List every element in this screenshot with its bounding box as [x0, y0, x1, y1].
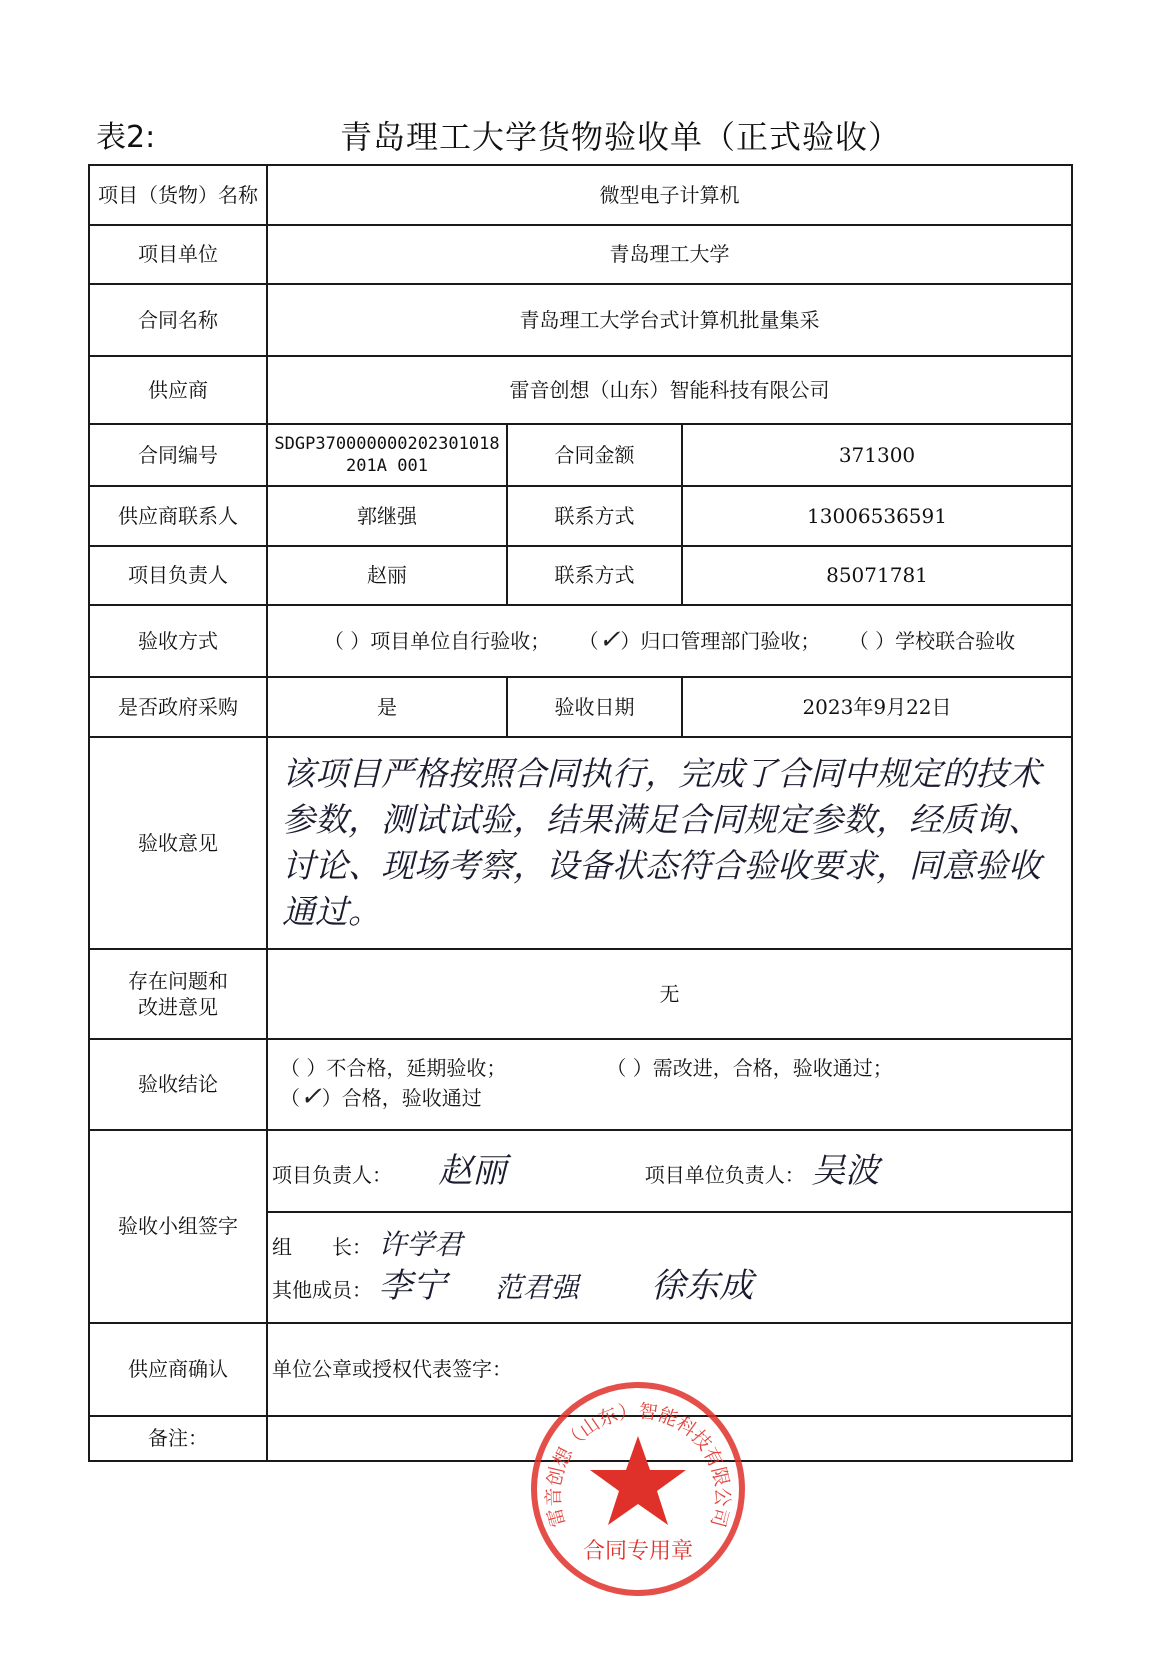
check-mark-icon: ✓: [300, 1081, 322, 1112]
row-contract-no: [89, 424, 1072, 486]
gov-purchase-label: 是否政府采购: [89, 677, 267, 737]
supplier-contact-value: 郭继强: [267, 486, 507, 546]
unit-lead-sig-label: 项目单位负责人：: [644, 1162, 805, 1187]
conclusion-label: 验收结论: [89, 1039, 267, 1130]
contract-amount-label: 合同金额: [507, 424, 682, 486]
member-signature-1: 李宁: [378, 1265, 447, 1306]
contract-no-line2: 201A 001: [346, 456, 428, 477]
member-signature-3: 徐东成: [651, 1265, 754, 1306]
project-unit-value: 青岛理工大学: [267, 225, 1072, 285]
signatures-label: 验收小组签字: [89, 1130, 267, 1323]
lead-signature: 赵丽: [438, 1150, 507, 1191]
project-name-label: 项目（货物）名称: [89, 165, 267, 225]
gov-purchase-value: 是: [267, 677, 507, 737]
contract-amount-value: 371300: [682, 424, 1072, 486]
issues-label: 存在问题和 改进意见: [89, 949, 267, 1040]
acceptance-date-label: 验收日期: [507, 677, 682, 737]
supplier-phone-label: 联系方式: [507, 486, 682, 546]
project-lead-value: 赵丽: [267, 546, 507, 606]
form-number: 表2:: [96, 120, 156, 155]
acceptance-date-value: 2023年9月22日: [682, 677, 1072, 737]
conclusion-options: [267, 1039, 1072, 1130]
project-lead-phone-label: 联系方式: [507, 546, 682, 606]
row-issues: [89, 949, 1072, 1040]
conclusion-option-improve: （ ）需改进，合格，验收通过；: [606, 1055, 893, 1080]
row-gov-purchase: [89, 677, 1072, 737]
supplier-value: 雷音创想（山东）智能科技有限公司: [267, 356, 1072, 424]
company-seal-stamp: [527, 1378, 749, 1600]
row-project-lead: [89, 546, 1072, 606]
conclusion-option-fail: （ ）不合格，延期验收；: [280, 1055, 507, 1080]
row-supplier: [89, 356, 1072, 424]
row-project-name: [89, 165, 1072, 225]
contract-no-line1: SDGP370000000202301018: [274, 433, 500, 454]
contract-no-value: [267, 424, 507, 486]
group-leader-label: 组 长：: [272, 1235, 372, 1260]
unit-lead-signature: 吴波: [811, 1150, 880, 1191]
row-conclusion: [89, 1039, 1072, 1130]
row-contract-name: [89, 284, 1072, 356]
row-supplier-contact: [89, 486, 1072, 546]
form-title: 青岛理工大学货物验收单（正式验收）: [340, 118, 902, 156]
contract-name-label: 合同名称: [89, 284, 267, 356]
seal-inner-text: 合同专用章: [582, 1539, 694, 1564]
opinion-handwritten: 该项目严格按照合同执行，完成了合同中规定的技术参数，测试试验，结果满足合同规定参数，经质询、讨论、现场考察，设备状态符合验收要求，同意验收通过。: [267, 737, 1072, 949]
supplier-phone-value: 13006536591: [682, 486, 1072, 546]
supplier-contact-label: 供应商联系人: [89, 486, 267, 546]
project-unit-label: 项目单位: [89, 225, 267, 285]
method-option-dept: （✓）归口管理部门验收；: [578, 625, 821, 656]
contract-no-label: 合同编号: [89, 424, 267, 486]
supplier-confirm-label: 供应商确认: [89, 1323, 267, 1416]
project-lead-label: 项目负责人: [89, 546, 267, 606]
method-option-self: （ ）项目单位自行验收；: [323, 629, 551, 654]
remarks-label: 备注：: [89, 1416, 267, 1461]
acceptance-form: [88, 164, 1071, 1462]
members-label: 其他成员：: [272, 1277, 372, 1302]
issues-value: 无: [267, 949, 1072, 1040]
method-label: 验收方式: [89, 605, 267, 677]
contract-name-value: 青岛理工大学台式计算机批量集采: [267, 284, 1072, 356]
conclusion-option-pass: （✓）合格，验收通过: [280, 1081, 482, 1112]
seal-outer-text: 雷音创想（山东）智能科技有限公司: [542, 1400, 734, 1530]
lead-sig-label: 项目负责人：: [272, 1162, 392, 1187]
row-opinion: [89, 737, 1072, 949]
check-mark-icon: ✓: [598, 625, 621, 656]
supplier-label: 供应商: [89, 356, 267, 424]
row-project-unit: [89, 225, 1072, 285]
row-method: [89, 605, 1072, 677]
member-signature-2: 范君强: [494, 1270, 579, 1304]
method-options: [267, 605, 1072, 677]
project-lead-phone-value: 85071781: [682, 546, 1072, 606]
opinion-label: 验收意见: [89, 737, 267, 949]
group-leader-signature: 许学君: [378, 1228, 463, 1262]
signatures-leads: [267, 1130, 1072, 1212]
supplier-confirm-text: 单位公章或授权代表签字：: [267, 1323, 1072, 1416]
project-name-value: 微型电子计算机: [267, 165, 1072, 225]
method-option-joint: （ ）学校联合验收: [848, 629, 1016, 654]
signatures-group: [267, 1212, 1072, 1323]
seal-star-icon: [590, 1436, 686, 1525]
row-signatures-top: [89, 1130, 1072, 1212]
